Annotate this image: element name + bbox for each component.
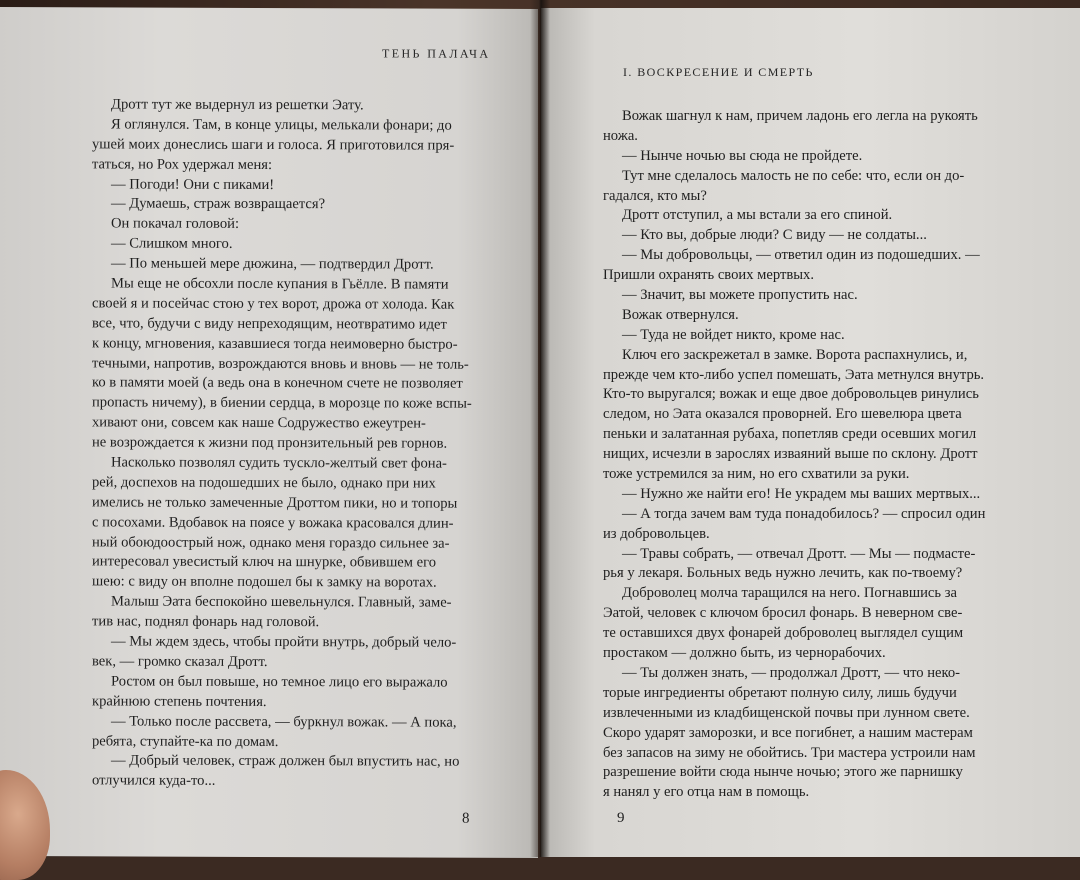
text-line: — Мы ждем здесь, чтобы пройти внутрь, добрый чело-	[111, 633, 457, 651]
text-line: — Слишком много.	[111, 235, 233, 253]
text-line: Ключ его заскрежетал в замке. Ворота распахнулись, и,	[622, 346, 968, 363]
text-line: — Значит, вы можете пропустить нас.	[622, 287, 858, 304]
text-line: Пришли охранять своих мертвых.	[603, 267, 814, 284]
text-line: Я оглянулся. Там, в конце улицы, мелькали фонари; до	[111, 116, 452, 134]
text-line: я нанял у его отца нам в помощь.	[603, 784, 810, 801]
text-line: Насколько позволял судить тускло-желтый свет фона-	[111, 454, 447, 472]
text-line: Дротт отступил, а мы встали за его спиной.	[622, 207, 893, 224]
text-line: с посохами. Вдобавок на поясе у вожака красовался длин-	[92, 514, 454, 532]
text-line: пропасть ничему), в биении сердца, в морозце по коже вспы-	[92, 394, 472, 413]
text-line: — Нужно же найти его! Не украдем мы ваших мертвых...	[622, 485, 981, 502]
left-page	[0, 7, 538, 858]
text-line: — По меньшей мере дюжина, — подтвердил Дротт.	[111, 255, 434, 273]
text-line: ный обоюдоострый нож, однако меня гораздо сильнее за-	[92, 533, 450, 552]
text-line: прежде чем кто-либо успел помешать, Эата метнулся внутрь.	[603, 366, 985, 383]
text-line: простаком — должно быть, из чернорабочих.	[603, 645, 886, 662]
left-page-text	[92, 95, 492, 793]
text-line: — Туда не войдет никто, кроме нас.	[622, 326, 845, 343]
text-line: отлучился куда-то...	[92, 772, 216, 790]
text-line: — Только после рассвета, — буркнул вожак. — А пока,	[111, 713, 457, 731]
text-line: — Нынче ночью вы сюда не пройдете.	[622, 147, 863, 164]
text-line: рей, доспехов на подошедших не было, однако при них	[92, 474, 436, 492]
text-line: тоже устремился за ним, но его схватили за руки.	[603, 466, 910, 483]
text-line: шею: с виду он вполне подошел бы к замку на воротах.	[92, 573, 437, 591]
text-line: Доброволец молча таращился на него. Погнавшись за	[622, 585, 957, 602]
text-line: своей я и посейчас стою у тех ворот, дрожа от холода. Как	[92, 295, 455, 313]
text-line: Малыш Эата беспокойно шевельнулся. Главный, заме-	[111, 593, 452, 611]
text-line: Вожак отвернулся.	[622, 306, 739, 323]
text-line: тив нас, поднял фонарь над головой.	[92, 613, 320, 631]
text-line: пеньки и залатанная рубаха, попетляв среди осевших могил	[603, 426, 977, 443]
text-line: Кто-то выругался; вожак и еще двое добровольцев ринулись	[603, 386, 979, 403]
text-line: Скоро ударят заморозки, и все погибнет, а нашим мастерам	[603, 724, 973, 741]
text-line: ребята, ступайте-ка по домам.	[92, 732, 279, 750]
right-page	[541, 8, 1080, 857]
running-head-left: ТЕНЬ ПАЛАЧА	[382, 46, 491, 61]
text-line: — Добрый человек, страж должен был впустить нас, но	[111, 752, 460, 771]
text-line: — Погоди! Они с пиками!	[111, 176, 275, 193]
right-page-text	[603, 107, 1023, 803]
text-line: следом, но Эата оказался проворней. Его шевелюра цвета	[603, 406, 962, 423]
text-line: торые ингредиенты обретают полную силу, лишь будучи	[603, 684, 957, 701]
text-line: ножа.	[603, 127, 638, 144]
text-line: ушей моих донеслись шаги и голоса. Я приготовился пря-	[92, 136, 455, 154]
text-line: все, что, будучи с виду непреходящим, неотвратимо идет	[92, 315, 447, 333]
text-line: извлеченными из кладбищенской почвы при лунном свете.	[603, 704, 970, 721]
text-line: из добровольцев.	[603, 525, 710, 542]
text-line: — Мы добровольцы, — ответил один из подошедших. —	[622, 247, 980, 264]
text-line: — Кто вы, добрые люди? С виду — не солдаты...	[622, 227, 927, 244]
text-line: без запасов на зиму не обойтись. Три мастера устроили нам	[603, 744, 976, 761]
text-line: ко в памяти моей (а ведь она в конечном счете не позволяет	[92, 374, 463, 393]
text-line: — Ты должен знать, — продолжал Дротт, — что неко-	[622, 664, 960, 681]
text-line: крайнюю степень почтения.	[92, 693, 267, 710]
text-line: интересовал увесистый ключ на шнурке, обвившем его	[92, 553, 437, 572]
text-line: Эатой, человек с ключом бросил фонарь. В неверном све-	[603, 605, 963, 622]
text-line: Мы еще не обсохли после купания в Гьёлле. В памяти	[111, 275, 449, 293]
text-line: к концу, мгновения, казавшиеся тогда неимоверно быстро-	[92, 335, 458, 353]
text-line: — А тогда зачем вам туда понадобилось? — спросил один	[622, 505, 986, 522]
text-line: век, — громко сказал Дротт.	[92, 653, 268, 670]
text-line: Он покачал головой:	[111, 215, 240, 233]
text-line: таться, но Рох удержал меня:	[92, 156, 273, 173]
text-line: Тут мне сделалось малость не по себе: что, если он до-	[622, 167, 965, 184]
text-line: Ростом он был повыше, но темное лицо его выражало	[111, 673, 448, 691]
running-head-right: I. ВОСКРЕСЕНИЕ И СМЕРТЬ	[623, 65, 814, 79]
text-line: нищих, исчезли в зарослях изваяний выше по склону. Дротт	[603, 446, 978, 463]
text-line: разрешение войти сюда нынче ночью; этого же парнишку	[603, 764, 963, 781]
text-line: Дротт тут же выдернул из решетки Эату.	[111, 96, 364, 114]
text-line: — Травы собрать, — отвечал Дротт. — Мы — подмасте-	[622, 545, 976, 562]
text-line: не возрождается к жизни под пронзительный рев горнов.	[92, 434, 448, 452]
text-line: рья у лекаря. Больных ведь нужно лечить, как по-твоему?	[603, 565, 963, 582]
text-line: течными, напротив, возрождаются вновь и вновь — не толь-	[92, 354, 469, 373]
book-gutter	[530, 0, 550, 857]
text-line: — Думаешь, страж возвращается?	[111, 195, 326, 213]
text-line: гадался, кто мы?	[603, 187, 707, 204]
page-number-right: 9	[617, 810, 625, 826]
text-line: те оставшихся двух фонарей доброволец выглядел сущим	[603, 625, 964, 642]
text-line: Вожак шагнул к нам, причем ладонь его легла на рукоять	[622, 108, 978, 124]
text-line: хивают они, совсем как наше Содружество ежеутрен-	[92, 414, 426, 432]
page-number-left: 8	[462, 810, 470, 827]
text-line: имелись не только замеченные Дроттом пики, но и топоры	[92, 494, 458, 512]
